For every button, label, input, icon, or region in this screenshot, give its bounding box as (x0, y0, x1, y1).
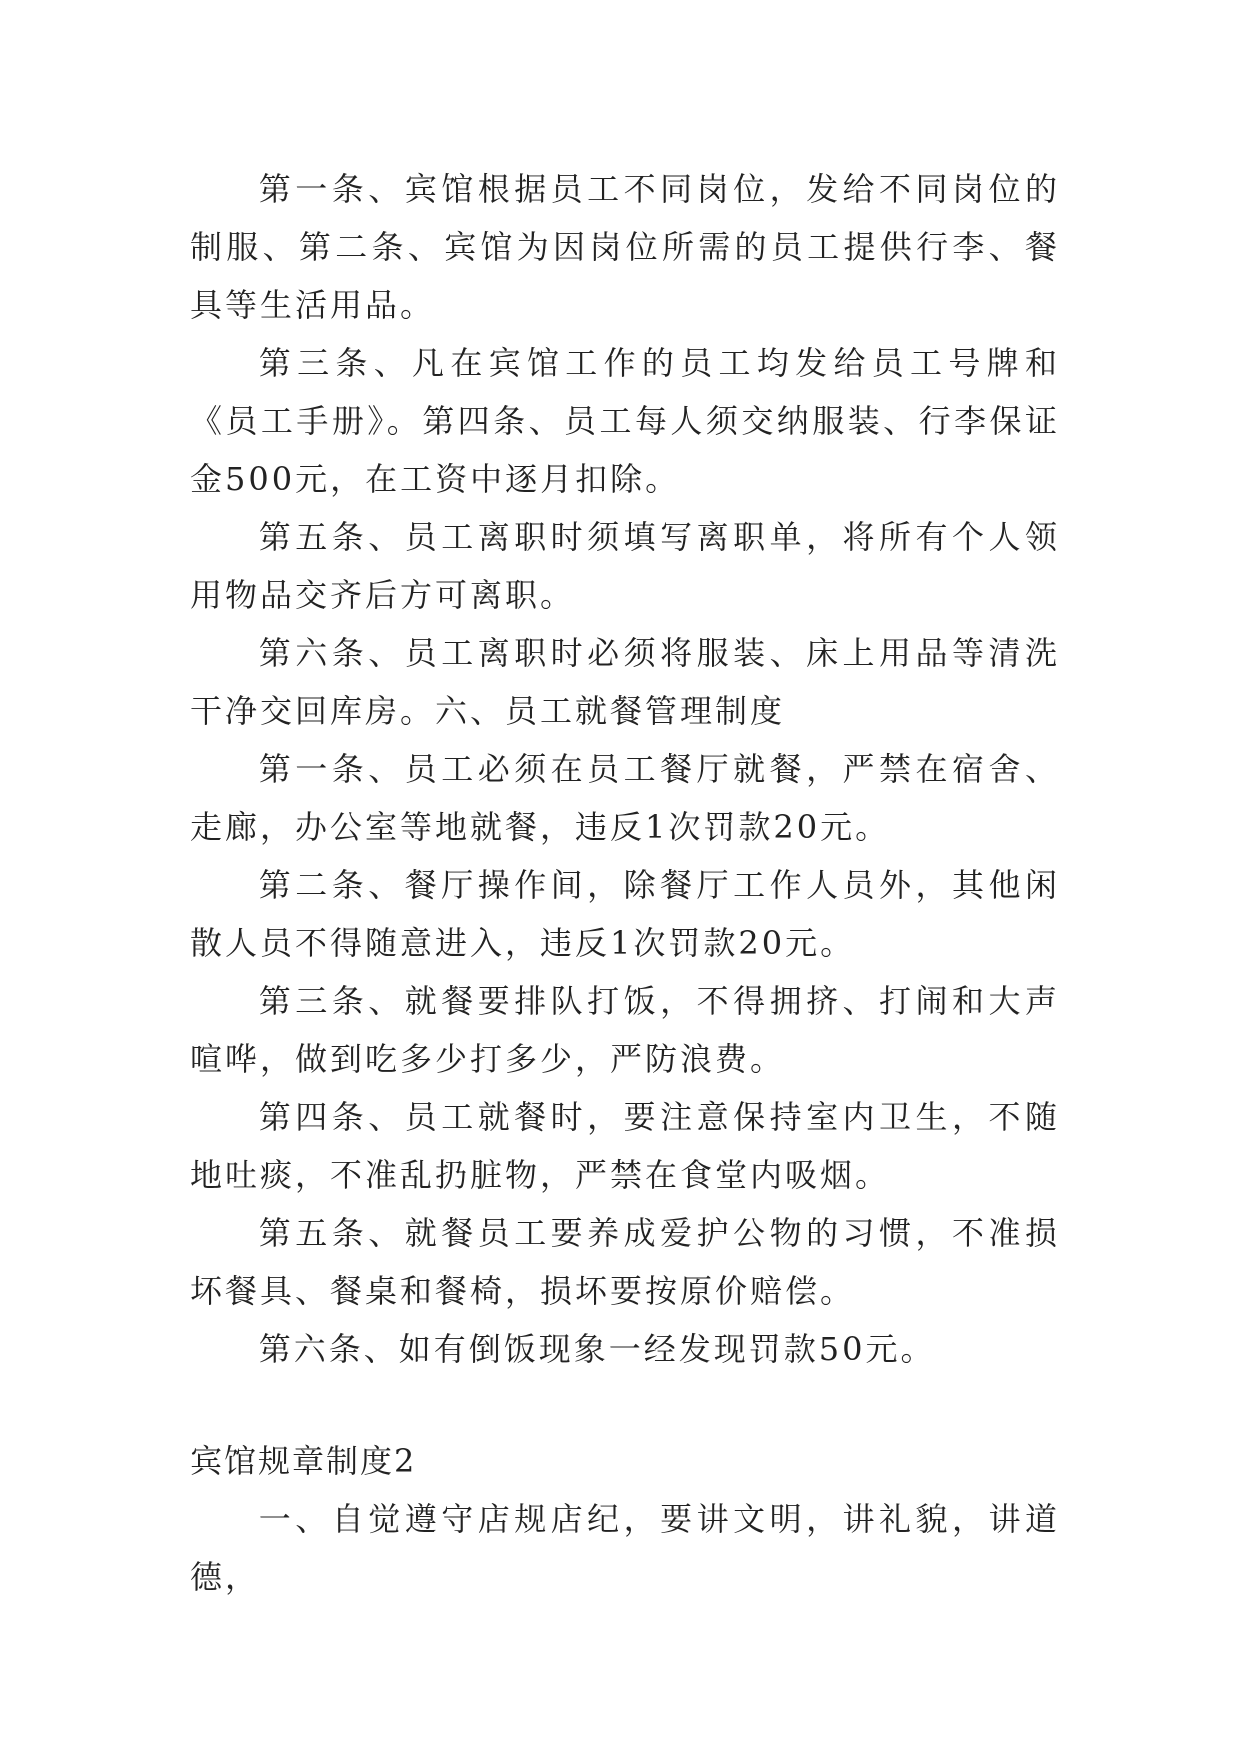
paragraph-property-care: 第五条、就餐员工要养成爱护公物的习惯，不准损坏餐具、餐桌和餐椅，损坏要按原价赔偿。 (190, 1214, 1060, 1310)
paragraph-queue-rule: 第三条、就餐要排队打饭，不得拥挤、打闹和大声喧哗，做到吃多少打多少，严防浪费。 (190, 982, 1060, 1078)
paragraph-hygiene-rule: 第四条、员工就餐时，要注意保持室内卫生，不随地吐痰，不准乱扔脏物，严禁在食堂内吸烟。 (190, 1098, 1060, 1194)
paragraph-resignation-form: 第五条、员工离职时须填写离职单，将所有个人领用物品交齐后方可离职。 (190, 518, 1060, 614)
section-title: 宾馆规章制度2 (190, 1442, 417, 1480)
paragraph-return-items: 第六条、员工离职时必须将服装、床上用品等清洗干净交回库房。六、员工就餐管理制度 (190, 634, 1060, 730)
paragraph-waste-fine: 第六条、如有倒饭现象一经发现罚款50元。 (258, 1330, 936, 1368)
paragraph-badge-deposit: 第三条、凡在宾馆工作的员工均发给员工号牌和《员工手册》。第四条、员工每人须交纳服装、行李保证金500元，在工资中逐月扣除。 (190, 344, 1060, 498)
paragraph-conduct: 一、自觉遵守店规店纪，要讲文明，讲礼貌，讲道德， (190, 1500, 1060, 1596)
paragraph-dining-location: 第一条、员工必须在员工餐厅就餐，严禁在宿舍、走廊，办公室等地就餐，违反1次罚款20元。 (190, 750, 1060, 846)
paragraph-kitchen-access: 第二条、餐厅操作间，除餐厅工作人员外，其他闲散人员不得随意进入，违反1次罚款20元。 (190, 866, 1060, 962)
document-body (190, 160, 1060, 1606)
paragraph-uniform-supplies: 第一条、宾馆根据员工不同岗位，发给不同岗位的制服、第二条、宾馆为因岗位所需的员工提供行李、餐具等生活用品。 (190, 170, 1060, 324)
